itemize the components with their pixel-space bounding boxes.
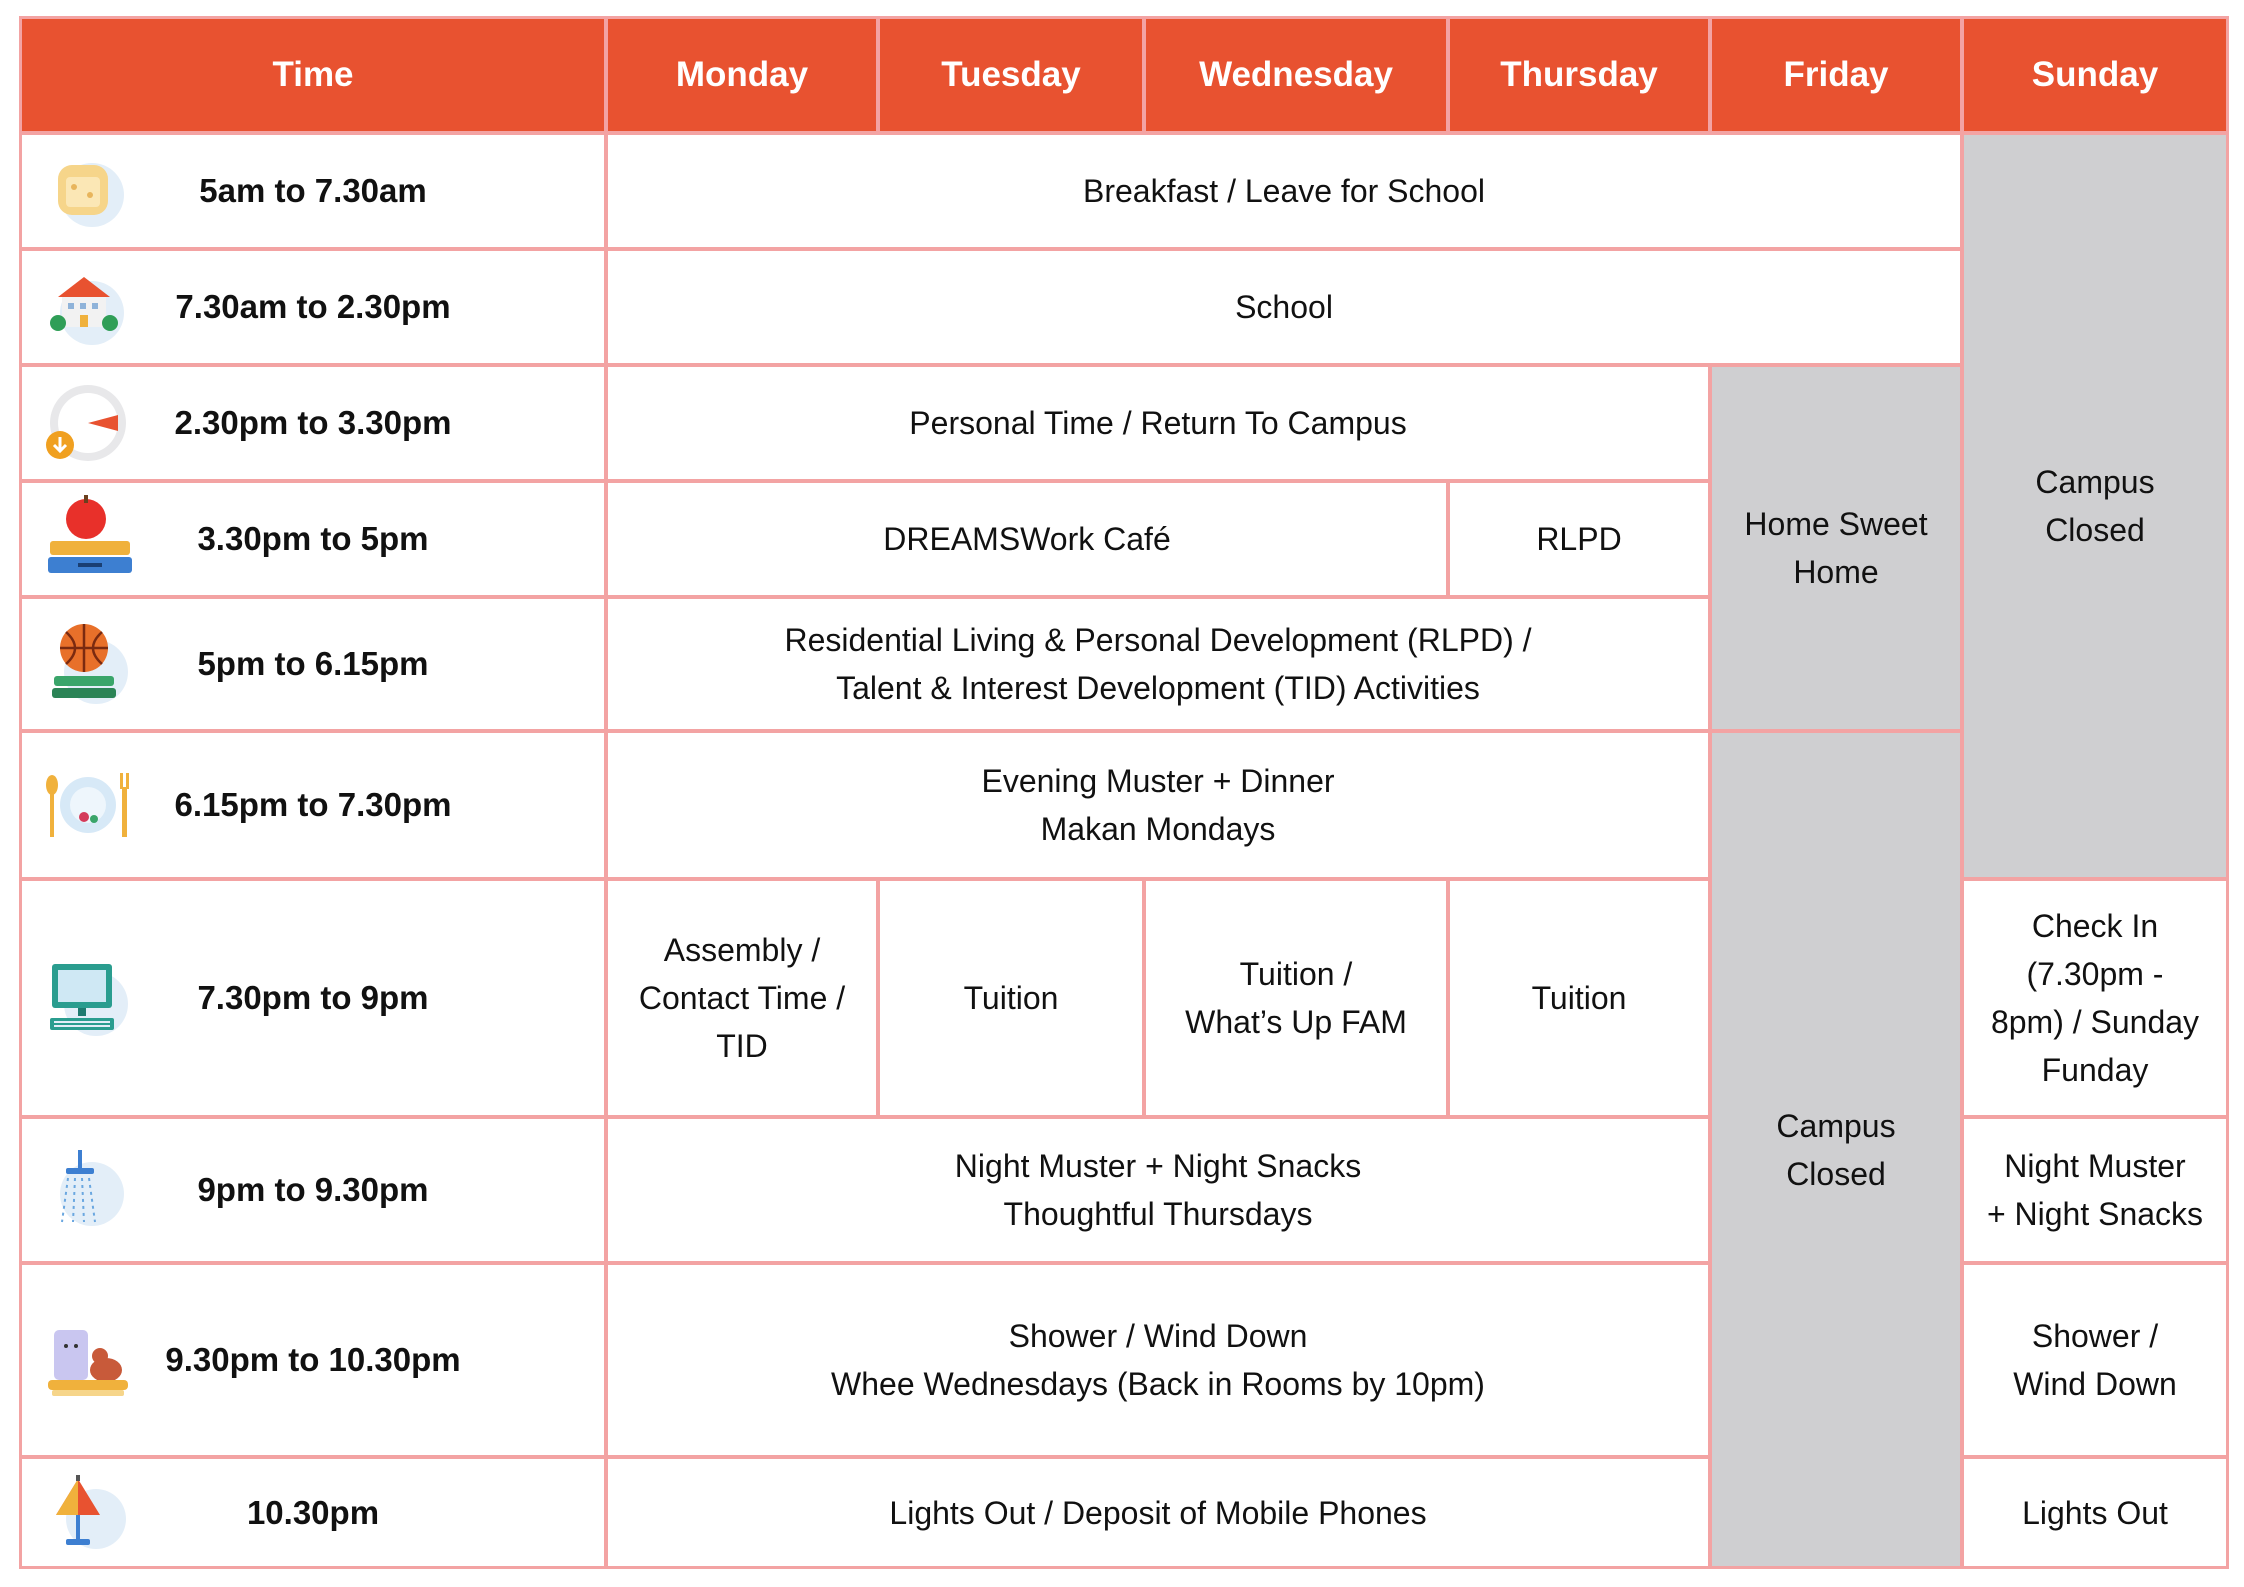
time-label: 9pm to 9.30pm	[197, 1171, 429, 1209]
activity-cell-personal-time: Personal Time / Return To Campus	[608, 367, 1708, 479]
weekly-schedule-table	[19, 16, 2229, 1569]
activity-cell-lights-out: Lights Out / Deposit of Mobile Phones	[608, 1459, 1708, 1566]
header-sunday: Sunday	[1964, 19, 2226, 131]
time-label: 7.30am to 2.30pm	[175, 288, 451, 326]
sunday-night-muster: Night Muster + Night Snacks	[1964, 1119, 2226, 1261]
sunday-check-in: Check In (7.30pm - 8pm) / Sunday Funday	[1964, 881, 2226, 1115]
time-label: 9.30pm to 10.30pm	[165, 1341, 461, 1379]
header-wednesday: Wednesday	[1146, 19, 1446, 131]
activity-cell-wednesday-tuition: Tuition / What’s Up FAM	[1146, 881, 1446, 1115]
time-cell	[22, 599, 604, 729]
sunday-lights-out: Lights Out	[1964, 1459, 2226, 1566]
activity-cell-tuesday-tuition: Tuition	[880, 881, 1142, 1115]
activity-cell-rlpd-tid: Residential Living & Personal Development (RLPD) / Talent & Interest Development (TID) Activities	[608, 599, 1708, 729]
activity-cell-dreamswork-cafe: DREAMSWork Café	[608, 483, 1446, 595]
friday-campus-closed: Campus Closed	[1712, 733, 1960, 1566]
activity-cell-thursday-tuition: Tuition	[1450, 881, 1708, 1115]
time-label: 7.30pm to 9pm	[197, 979, 429, 1017]
time-label: 5pm to 6.15pm	[197, 645, 429, 683]
time-label: 6.15pm to 7.30pm	[174, 786, 452, 824]
time-cell	[22, 881, 604, 1115]
time-cell	[22, 483, 604, 595]
friday-home-sweet-home: Home Sweet Home	[1712, 367, 1960, 729]
activity-cell-monday-assembly: Assembly / Contact Time / TID	[608, 881, 876, 1115]
time-cell	[22, 1459, 604, 1566]
time-cell	[22, 733, 604, 877]
time-label: 5am to 7.30am	[199, 172, 427, 210]
time-cell	[22, 367, 604, 479]
time-label: 10.30pm	[246, 1493, 380, 1531]
activity-cell-night-muster: Night Muster + Night Snacks Thoughtful Thursdays	[608, 1119, 1708, 1261]
time-cell	[22, 1265, 604, 1455]
time-label: 2.30pm to 3.30pm	[174, 404, 452, 442]
time-cell	[22, 1119, 604, 1261]
header-friday: Friday	[1712, 19, 1960, 131]
activity-cell-school: School	[608, 251, 1960, 363]
activity-cell-evening-muster: Evening Muster + Dinner Makan Mondays	[608, 733, 1708, 877]
time-cell	[22, 251, 604, 363]
activity-cell-rlpd-thursday: RLPD	[1450, 483, 1708, 595]
header-time: Time	[22, 19, 604, 131]
sunday-campus-closed: Campus Closed	[1964, 135, 2226, 877]
time-cell	[22, 135, 604, 247]
sunday-shower: Shower / Wind Down	[1964, 1265, 2226, 1455]
header-thursday: Thursday	[1450, 19, 1708, 131]
activity-cell-breakfast: Breakfast / Leave for School	[608, 135, 1960, 247]
time-label: 3.30pm to 5pm	[197, 520, 429, 558]
activity-cell-shower: Shower / Wind Down Whee Wednesdays (Back in Rooms by 10pm)	[608, 1265, 1708, 1455]
header-monday: Monday	[608, 19, 876, 131]
header-tuesday: Tuesday	[880, 19, 1142, 131]
